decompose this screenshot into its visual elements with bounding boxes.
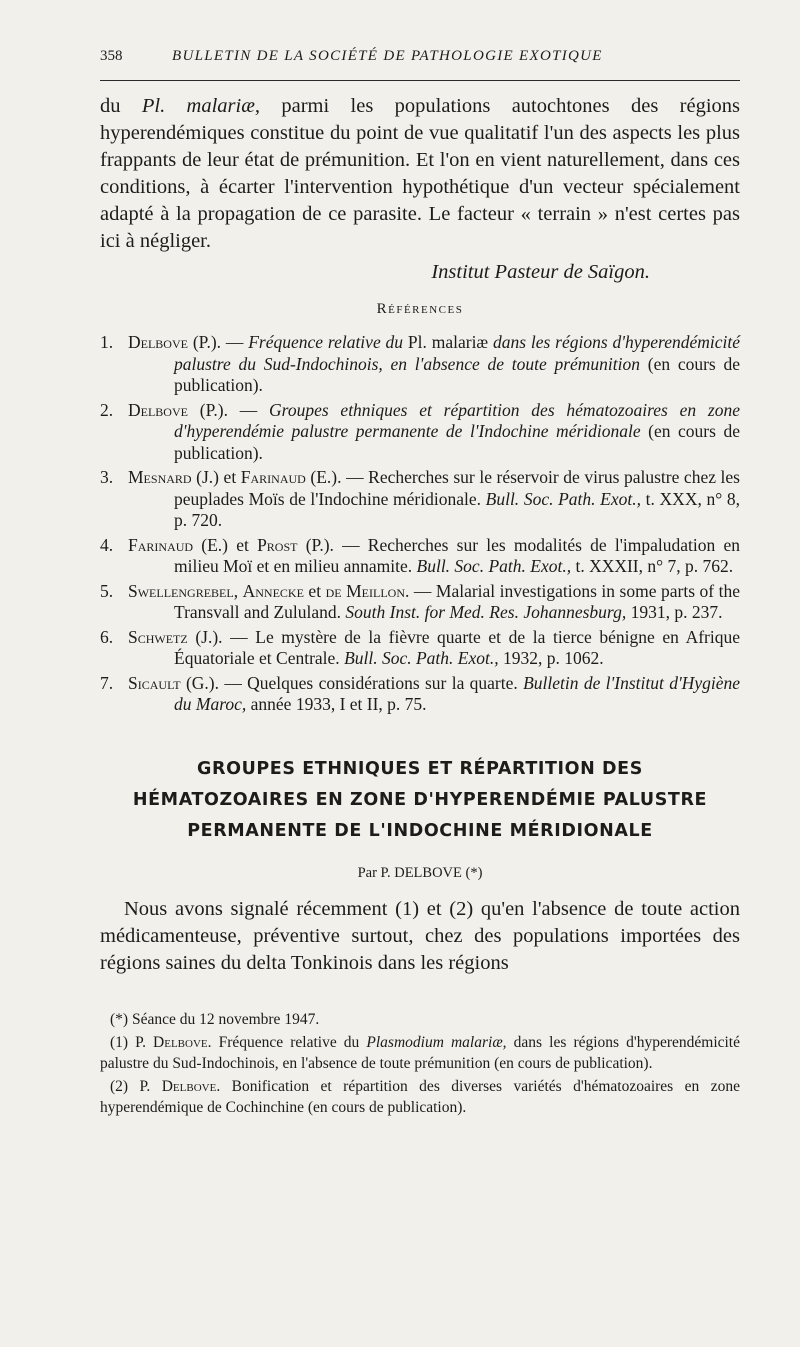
reference-text: (P.). — Recherches sur les modalités de l'impaludation en milieu Moï et en milieu annamite. xyxy=(174,534,740,576)
reference-italic: dans les régions d'hyperendémicité palustre du Sud-Indochinois, en l'absence de toute prémunition xyxy=(174,332,741,374)
article-title-line: HÉMATOZOAIRES EN ZONE D'HYPERENDÉMIE PALUSTRE xyxy=(132,789,708,810)
page-number: 358 xyxy=(100,48,123,64)
reference-item xyxy=(100,673,740,716)
reference-text: (G.). — Quelques considérations sur la quarte. xyxy=(180,672,524,693)
reference-text: (en cours de publication). xyxy=(174,421,740,463)
reference-text: et xyxy=(303,580,326,601)
footnote xyxy=(100,1032,740,1074)
footnote xyxy=(100,1076,740,1118)
reference-item xyxy=(100,535,740,578)
footnote: (*) Séance du 12 novembre 1947. xyxy=(110,1010,320,1028)
reference-author: Prost xyxy=(257,534,298,555)
reference-text: (J.) et xyxy=(191,467,241,487)
footnote-italic: Plasmodium malariæ, xyxy=(366,1033,507,1051)
reference-author: Delbove xyxy=(128,399,188,420)
footnote-text: . Bonification et répartition des diverses variétés d'hématozoaires en zone hyperendémique de Cochinchine (en cours de publication). xyxy=(100,1077,740,1116)
running-header xyxy=(100,48,740,81)
reference-text: (P.). — xyxy=(187,332,249,352)
reference-text: t. XXX, n° 8, p. 720. xyxy=(174,488,740,530)
reference-text: 1931, p. 237. xyxy=(626,602,723,622)
reference-text: . — Malarial investigations in some parts of the Transvall and Zululand. xyxy=(174,580,740,622)
article-title-line: GROUPES ETHNIQUES ET RÉPARTITION DES xyxy=(197,758,643,779)
reference-number: 6. xyxy=(100,626,114,647)
reference-author: Sicault xyxy=(128,672,181,693)
reference-item xyxy=(100,467,740,532)
running-head-title: BULLETIN DE LA SOCIÉTÉ DE PATHOLOGIE EXOTIQUE xyxy=(172,48,603,64)
reference-italic: Bull. Soc. Path. Exot., xyxy=(416,556,572,576)
reference-item xyxy=(100,400,740,465)
footnote-text: dans les régions d'hyperendémicité palustre du Sud-Indochinois, en l'absence de toute prémunition (en cours de publication). xyxy=(100,1033,740,1072)
reference-text: année 1933, I et II, p. 75. xyxy=(246,694,427,714)
reference-italic: Bull. Soc. Path. Exot., xyxy=(344,648,499,668)
article-title xyxy=(100,754,740,847)
footnote-text: . Fréquence relative du xyxy=(207,1033,367,1051)
reference-number: 2. xyxy=(100,399,114,420)
reference-author: Schwetz xyxy=(128,626,188,647)
intro-paragraph xyxy=(100,93,740,255)
reference-italic: Bull. Soc. Path. Exot., xyxy=(485,488,642,509)
reference-author: Delbove xyxy=(128,332,188,352)
reference-text: 1932, p. 1062. xyxy=(498,648,604,668)
footnote-text: (2) P. xyxy=(110,1077,162,1095)
footnote-author: Delbove xyxy=(161,1077,217,1095)
reference-text: (E.) et xyxy=(193,534,258,555)
reference-author: Annecke xyxy=(242,580,304,601)
reference-number: 5. xyxy=(100,580,114,601)
reference-text: (J.). — Le mystère de la fièvre quarte et de la tierce bénigne en Afrique Équatoriale et Centrale. xyxy=(174,626,740,668)
reference-italic: Fréquence relative du xyxy=(248,332,404,352)
reference-italic: Groupes ethniques et répartition des hématozoaires en zone d'hyperendémie palustre permanente de l'Indochine méridionale xyxy=(174,399,740,441)
intro-italic: Pl. malariæ, xyxy=(141,95,261,117)
footnotes xyxy=(100,1009,740,1118)
reference-italic: Bulletin de l'Institut d'Hygiène du Maroc, xyxy=(174,672,740,714)
article-title-line: PERMANENTE DE L'INDOCHINE MÉRIDIONALE xyxy=(187,820,653,841)
reference-author: Farinaud xyxy=(128,534,194,555)
reference-author: de Meillon xyxy=(325,580,405,601)
reference-author: Swellengrebel xyxy=(128,580,234,601)
reference-author: Mesnard xyxy=(128,467,192,487)
reference-italic: South Inst. for Med. Res. Johannesburg, xyxy=(345,602,627,622)
author-byline: Par P. DELBOVE (*) xyxy=(357,864,483,881)
reference-text: (E.). — Recherches sur le réservoir de virus palustre chez les peuplades Moïs de l'Indochine méridionale. xyxy=(174,467,740,509)
reference-number: 3. xyxy=(100,467,114,487)
intro-start: du xyxy=(100,95,142,117)
reference-number: 7. xyxy=(100,672,114,693)
reference-item xyxy=(100,581,740,624)
intro-rest: parmi les populations autochtones des régions hyperendémiques constitue du point de vue qualitatif l'un des aspects les plus frappants de leur état de prémunition. Et l'on en vient naturellement, dans ces conditions, à écarter l'intervention hypothétique d'un vecteur spécialement adapté à la propagation de ce parasite. Le facteur « terrain » n'est certes pas ici à négliger. xyxy=(100,95,740,252)
reference-text: (P.). — xyxy=(187,399,270,420)
reference-text: , xyxy=(233,580,243,601)
references-heading: Références xyxy=(376,301,464,317)
journal-page xyxy=(100,48,740,1120)
footnote-text: (1) P. xyxy=(110,1033,154,1051)
reference-text: Pl. malariæ xyxy=(403,332,493,352)
reference-number: 1. xyxy=(100,332,114,352)
reference-text: (en cours de publication). xyxy=(174,353,740,395)
references-list xyxy=(100,332,740,716)
institution-signature: Institut Pasteur de Saïgon. xyxy=(431,261,650,283)
reference-item xyxy=(100,332,740,397)
reference-text: t. XXXII, n° 7, p. 762. xyxy=(571,556,734,576)
reference-item xyxy=(100,627,740,670)
reference-author: Farinaud xyxy=(240,467,306,487)
article-first-paragraph: Nous avons signalé récemment (1) et (2) qu'en l'absence de toute action médicamenteuse, préventive surtout, chez des populations importées des régions saines du delta Tonkinois dans les régions xyxy=(100,897,740,974)
reference-number: 4. xyxy=(100,534,114,555)
footnote-author: Delbove xyxy=(153,1033,208,1051)
